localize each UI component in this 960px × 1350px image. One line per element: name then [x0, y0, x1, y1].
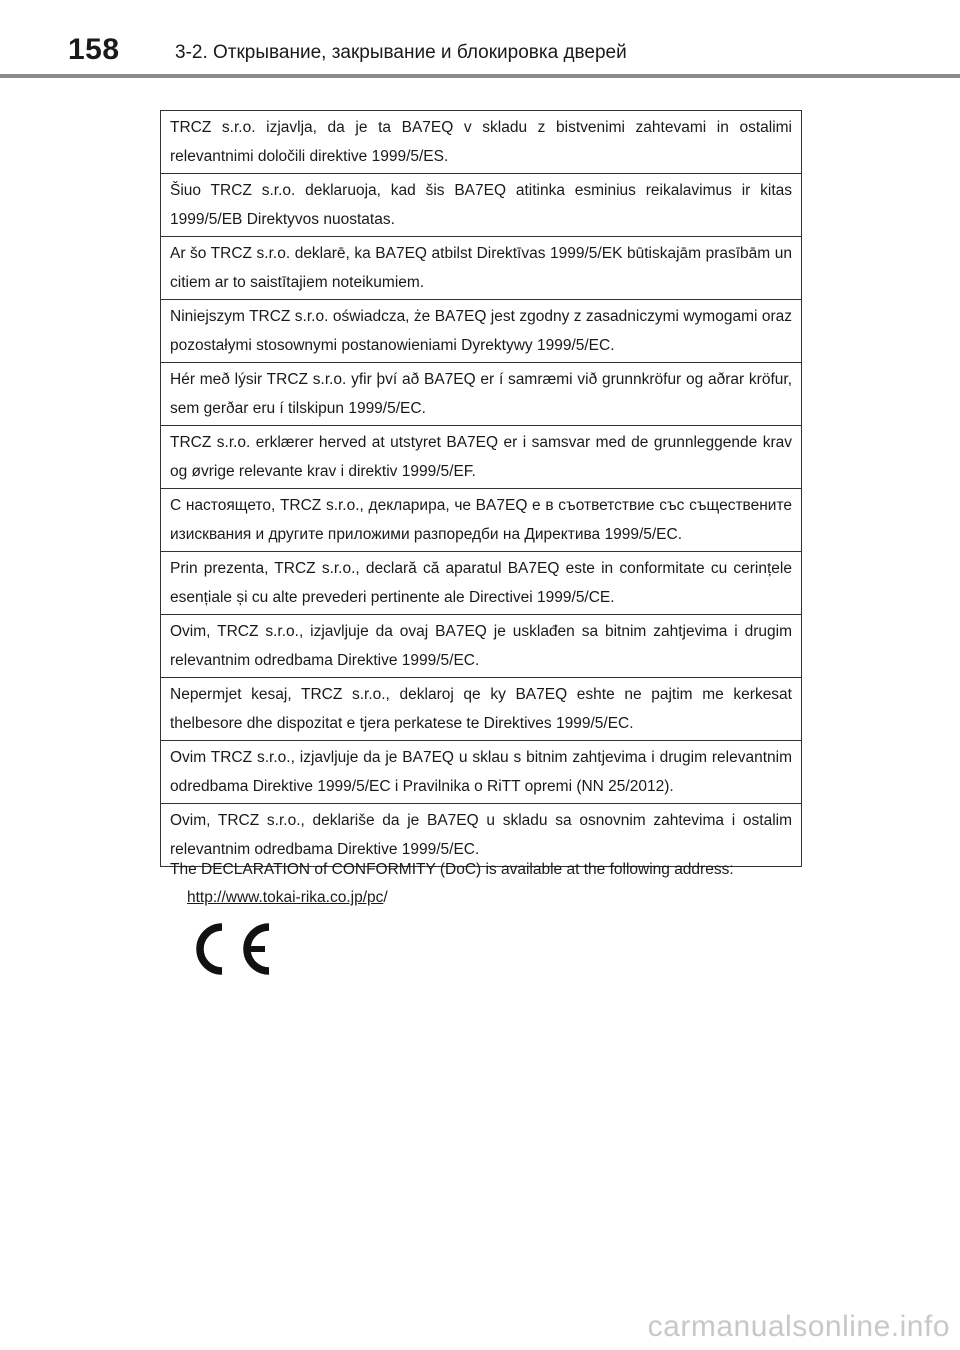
declaration-text: Hér með lýsir TRCZ s.r.o. yfir því að BA7EQ er í samræmi við grunnkröfur og aðrar kröfur, sem gerðar eru í tilskipun 1999/5/EC. [161, 363, 802, 426]
declaration-text: С настоящето, TRCZ s.r.o., декларира, че BA7EQ е в съответствие със съществените изисквания и другите приложими разпоредби на Директива 1999/5/EC. [161, 489, 802, 552]
declaration-text: Ovim TRCZ s.r.o., izjavljuje da je BA7EQ u sklau s bitnim zahtjevima i drugim relevantnim odredbama Direktive 1999/5/EC i Pravilnika o RiTT opremi (NN 25/2012). [161, 741, 802, 804]
declaration-text: Ar šo TRCZ s.r.o. deklarē, ka BA7EQ atbilst Direktīvas 1999/5/EK būtiskajām prasībām un citiem ar to saistītajiem noteikumiem. [161, 237, 802, 300]
declaration-row [161, 489, 802, 552]
declaration-row [161, 426, 802, 489]
doc-link-line [187, 884, 388, 912]
declaration-row [161, 300, 802, 363]
declaration-text: Niniejszym TRCZ s.r.o. oświadcza, że BA7EQ jest zgodny z zasadniczymi wymogami oraz pozostałymi stosownymi postanowieniami Dyrektywy 1999/5/EC. [161, 300, 802, 363]
watermark: carmanualsonline.info [647, 1310, 950, 1343]
declaration-row [161, 552, 802, 615]
page-header [0, 0, 960, 78]
doc-link[interactable]: http://www.tokai-rika.co.jp/pc [187, 889, 384, 906]
declaration-text: Ovim, TRCZ s.r.o., izjavljuje da ovaj BA7EQ je usklađen sa bitnim zahtjevima i drugim relevantnim odredbama Direktive 1999/5/EC. [161, 615, 802, 678]
doc-link-trailing: / [383, 889, 388, 906]
declaration-row [161, 363, 802, 426]
ce-mark-icon [192, 920, 274, 978]
declaration-table-body [161, 111, 802, 867]
declaration-row [161, 111, 802, 174]
declaration-text: Nepermjet kesaj, TRCZ s.r.o., deklaroj qe ky BA7EQ eshte ne pajtim me kerkesat thelbesore dhe dispozitat e tjera perkatese te Direktives 1999/5/EC. [161, 678, 802, 741]
declaration-text: Prin prezenta, TRCZ s.r.o., declară că aparatul BA7EQ este in conformitate cu cerințele esențiale și cu alte prevederi pertinente ale Directivei 1999/5/CE. [161, 552, 802, 615]
declaration-text: TRCZ s.r.o. erklærer herved at utstyret BA7EQ er i samsvar med de grunnleggende krav og øvrige relevante krav i direktiv 1999/5/EF. [161, 426, 802, 489]
header-divider [0, 74, 960, 78]
declaration-text: Ovim, TRCZ s.r.o., deklariše da je BA7EQ u skladu sa osnovnim zahtevima i ostalim relevantnim odredbama Direktive 1999/5/EC. [161, 804, 802, 867]
declaration-table [160, 110, 802, 867]
declaration-row [161, 174, 802, 237]
declaration-row [161, 615, 802, 678]
declaration-row [161, 237, 802, 300]
declaration-text: TRCZ s.r.o. izjavlja, da je ta BA7EQ v skladu z bistvenimi zahtevami in ostalimi relevantnimi določili direktive 1999/5/ES. [161, 111, 802, 174]
declaration-row [161, 741, 802, 804]
availability-text: The DECLARATION of CONFORMITY (DoC) is available at the following address: [170, 861, 734, 878]
page-number: 158 [68, 33, 120, 66]
declaration-row [161, 678, 802, 741]
section-title: 3-2. Открывание, закрывание и блокировка дверей [175, 42, 627, 63]
declaration-text: Šiuo TRCZ s.r.o. deklaruoja, kad šis BA7EQ atitinka esminius reikalavimus ir kitas 1999/5/EB Direktyvos nuostatas. [161, 174, 802, 237]
